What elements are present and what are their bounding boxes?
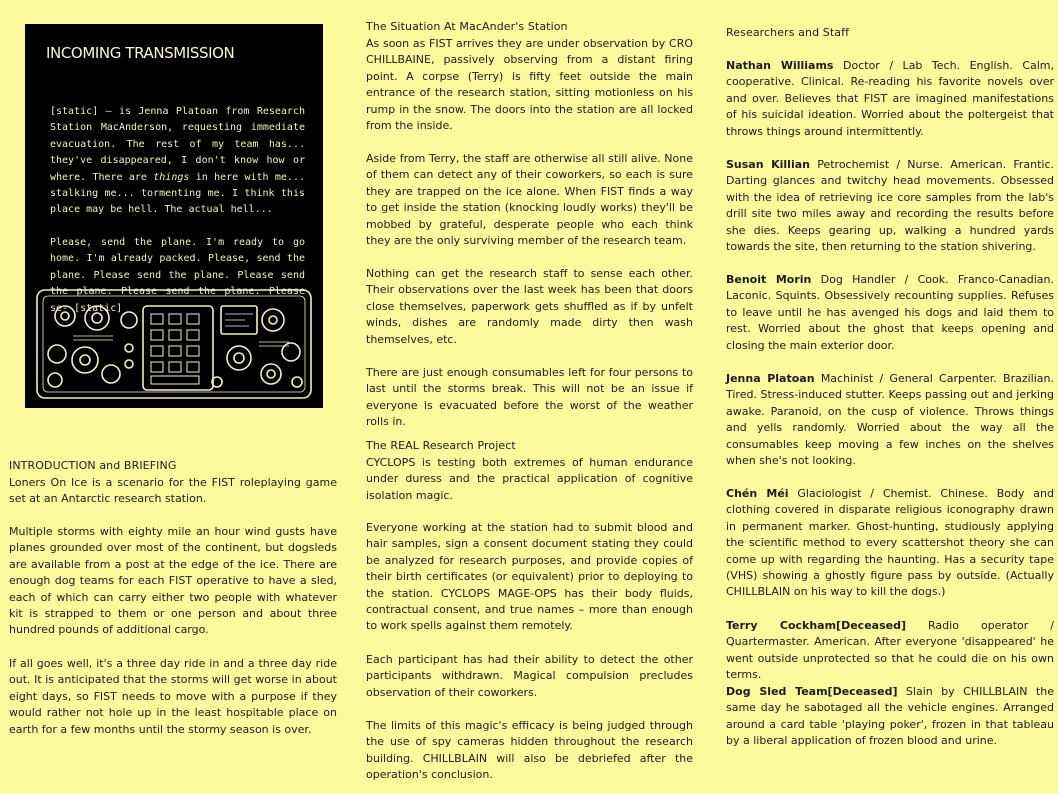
transmission-emphasis: things [153, 171, 190, 183]
staff-description: Radio operator / Quartermaster. American. After everyone 'disappeared' he went outside unprotected so that he could die on his own terms. [726, 619, 1054, 682]
staff-description: Doctor / Lab Tech. English. Calm, cooperative. Clinical. Re-reading his favorite novels over and over. Believes that FIST are imagined manifestations of his suicidal ideation. Worried about the poltergeist that throws things around intermittently. [726, 59, 1055, 138]
staff-name: Jenna Platoan [726, 372, 815, 385]
situation-paragraph: Aside from Terry, the staff are otherwise all still alive. None of them can detect any of their coworkers, so each is sure they are trapped on the ice alone. When FIST finds a way to get inside the station (knocking loudly works) they'll be mobbed by grateful, desperate people who each think they are the only surviving member of the research team. [366, 152, 693, 248]
transmission-text-tail: in here with me... stalking me... tormenting me. I think this place may be hell. The actual hell... [50, 171, 305, 216]
staff-entry [726, 618, 1054, 684]
staff-description: Machinist / General Carpenter. Brazilian. Tired. Stress-induced stutter. Keeps passing out and jerking awake. Paranoid, on the cusp of violence. Throws things and yells randomly. Worried about the way all the consumables keep moving a few inches on the shelves when she's not looking. [726, 372, 1054, 468]
staff-entry [726, 684, 1054, 750]
intro-paragraph: Loners On Ice is a scenario for the FIST roleplaying game set at an Antarctic research station. [9, 476, 337, 506]
staff-name: Chén Méi [726, 487, 789, 500]
project-paragraph: Everyone working at the station had to submit blood and hair samples, sign a consent document stating they could be analyzed for research purposes, and provide copies of their birth certificates (or equivalent) prior to deploying to the station. CYCLOPS MAGE-OPS has their body fluids, contractual consent, and true names – more than enough to work spells against them remotely. [366, 521, 693, 633]
intro-paragraph: If all goes well, it's a three day ride in and a three day ride out. It is anticipated that the storms will get worse in about eight days, so FIST needs to move with a purpose if they would rather not hole up in the least hospitable place on earth for a few months until the stormy season is over. [9, 657, 337, 736]
situation-paragraph: There are just enough consumables left for four persons to last until the storms break. This will not be an issue if everyone is evacuated before the worst of the weather rolls in. [366, 366, 693, 429]
project-paragraph: CYCLOPS is testing both extremes of human endurance under duress and the practical application of cognitive isolation magic. [366, 456, 693, 502]
staff-description: Glaciologist / Chemist. Chinese. Body and clothing covered in disparate religious iconography drawn in permanent marker. Ghost-hunting, studiously applying the scientific method to every scattershot theory she can come up with regarding the haunting. Has a security tape (VHS) showing a ghostly figure pass by outside. (Actually CHILLBLAIN on his way to kill the dogs.) [726, 487, 1054, 599]
project-paragraph: Each participant has had their ability to detect the other participants withdrawn. Magical compulsion precludes observation of their coworkers. [366, 653, 693, 699]
staff-entry [726, 371, 1054, 469]
project-paragraph: The limits of this magic's efficacy is being judged through the use of spy cameras hidden throughout the research building. CHILLBLAIN will also be debriefed after the operation's conclusion. [366, 719, 693, 782]
transmission-text: [static] – is Jenna Platoan from Research Station MacAnderson, requesting immediate evacuation. The rest of my team has... they've disappeared, I don't know how or where. There are [50, 106, 305, 183]
project-heading: The REAL Research Project [366, 439, 516, 452]
staff-description: Slain by CHILLBLAIN the same day he sabotaged all the vehicle engines. Arranged around a card table 'playing poker', frozen in that tableau by a liberal application of frozen blood and urine. [726, 685, 1055, 748]
staff-description: Dog Handler / Cook. Franco-Canadian. Laconic. Squints. Obsessively recounting supplies. Refuses to leave until he has avenged his dogs and laid them to rest. Worried about the ghost that keeps opening and closing the main exterior door. [726, 273, 1054, 352]
intro-paragraph: Multiple storms with eighty mile an hour wind gusts have planes grounded over most of the continent, but dogsleds are available from a post at the edge of the ice. There are enough dog teams for each FIST operative to have a sled, each of which can carry either two people with whatever kit is strapped to them or one person and about three hundred pounds of additional cargo. [9, 525, 337, 637]
staff-entry [726, 486, 1054, 601]
staff-name: Benoit Morin [726, 273, 812, 286]
staff-entry [726, 157, 1054, 255]
staff-description: Petrochemist / Nurse. American. Frantic. Darting glances and twitchy head movements. Obsessed with the idea of retrieving ice core samples from the lab's drill site two miles away and recording the results before she dies. Keeps gearing up, walking a hundred yards towards the site, then returning to the station shivering. [726, 158, 1054, 254]
intro-heading: INTRODUCTION and BRIEFING [9, 459, 177, 472]
staff-heading: Researchers and Staff [726, 26, 850, 39]
transmission-message [50, 104, 305, 219]
staff-entry [726, 272, 1054, 354]
staff-name: Susan Killian [726, 158, 810, 171]
staff-entry [726, 58, 1054, 140]
staff-name: Dog Sled Team[Deceased] [726, 685, 898, 698]
transmission-panel [25, 24, 323, 408]
transmission-title: INCOMING TRANSMISSION [46, 44, 235, 62]
staff-name: Nathan Williams [726, 59, 834, 72]
situation-heading: The Situation At MacAnder's Station [366, 20, 568, 33]
radio-transceiver-icon [33, 286, 315, 402]
situation-paragraph: As soon as FIST arrives they are under observation by CRO CHILLBAINE, passively observing from a distant firing point. A corpse (Terry) is fifty feet outside the main entrance of the research station, sitting motionless on his rump in the snow. The doors into the station are all locked from the inside. [366, 37, 693, 133]
transmission-plea: Please, send the plane. I'm ready to go home. I'm already packed. Please, send the plane. Please send the plane. Please send the plane. Please send the plane. Please se- [static] [50, 237, 305, 314]
situation-paragraph: Nothing can get the research staff to sense each other. Their observations over the last week has been that doors close themselves, paperwork gets shuffled as if by unfelt winds, dishes are randomly made dirty then wash themselves, etc. [366, 267, 693, 346]
staff-name: Terry Cockham[Deceased] [726, 619, 906, 632]
